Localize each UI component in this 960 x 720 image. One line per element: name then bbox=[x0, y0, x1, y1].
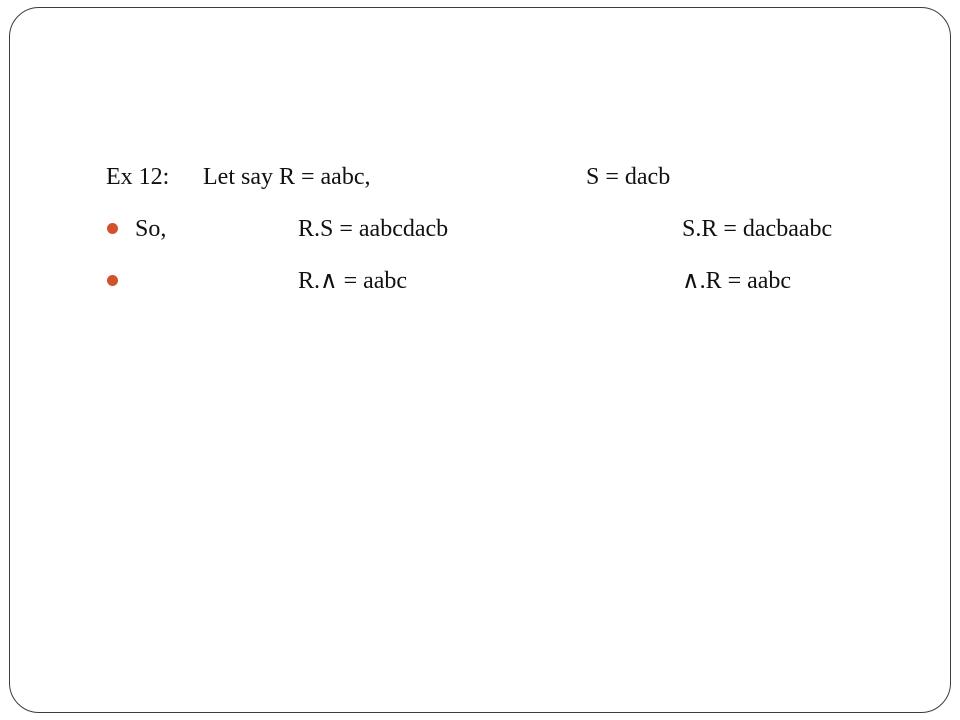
concat-lambda-r-expression: ∧.R = aabc bbox=[682, 268, 792, 294]
example-label: Ex 12: bbox=[106, 164, 170, 190]
concat-r-lambda-expression: R.∧ = aabc bbox=[298, 268, 408, 294]
row-label: So, bbox=[135, 216, 167, 242]
definition-s: S = dacb bbox=[586, 164, 671, 190]
definition-r: Let say R = aabc, bbox=[203, 164, 371, 190]
bullet-icon bbox=[107, 275, 118, 286]
concat-rs-expression: R.S = aabcdacb bbox=[298, 216, 449, 242]
concat-sr-expression: S.R = dacbaabc bbox=[682, 216, 833, 242]
bullet-icon bbox=[107, 223, 118, 234]
slide-frame bbox=[9, 7, 951, 713]
